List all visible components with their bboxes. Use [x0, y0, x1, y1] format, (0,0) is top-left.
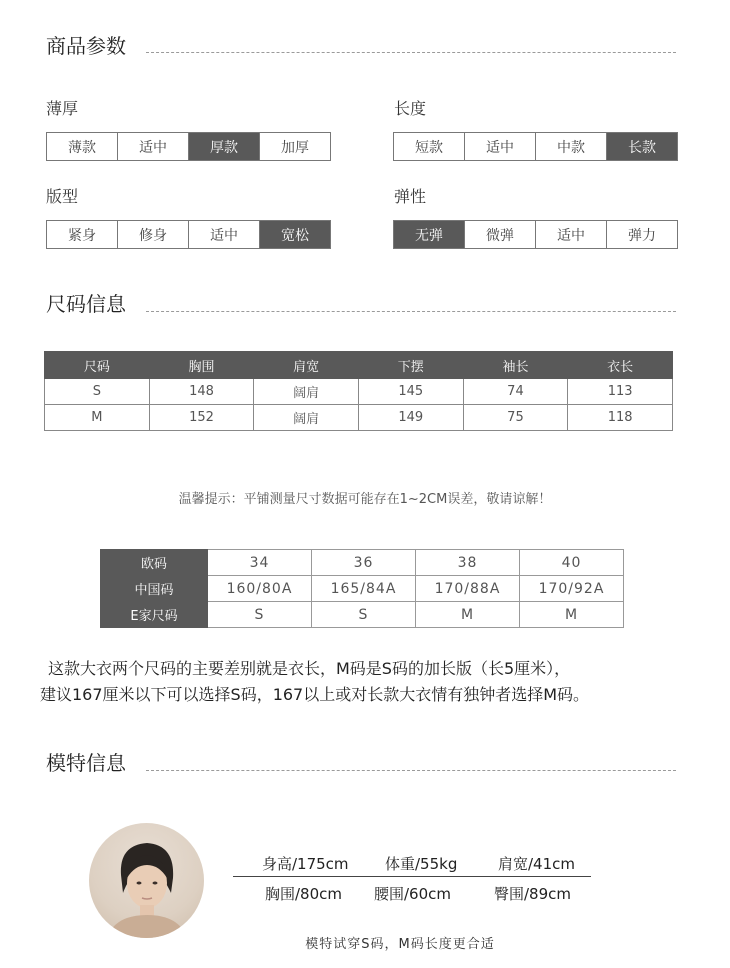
size-table-header-cell: 衣长	[568, 352, 673, 379]
thickness-options	[46, 132, 331, 161]
conversion-cell: 36	[312, 550, 416, 576]
conversion-cell: S	[208, 602, 312, 628]
thickness-option: 适中	[118, 133, 189, 160]
length-option: 适中	[465, 133, 536, 160]
model-section-title: 模特信息	[46, 751, 126, 775]
conversion-cell: 40	[520, 550, 624, 576]
length-options	[393, 132, 678, 161]
size-conversion-table	[100, 549, 624, 628]
size-note-line2: 建议167厘米以下可以选择S码，167以上或对长款大衣情有独钟者选择M码。	[40, 685, 590, 704]
table-row	[45, 405, 673, 431]
table-row	[101, 550, 624, 576]
conversion-cell: 170/88A	[416, 576, 520, 602]
table-row	[101, 576, 624, 602]
elasticity-option: 适中	[536, 221, 607, 248]
fit-option: 修身	[118, 221, 189, 248]
elasticity-label: 弹性	[394, 187, 427, 206]
fit-label: 版型	[46, 187, 79, 206]
size-table-header-cell: 下摆	[358, 352, 463, 379]
elasticity-options	[393, 220, 678, 249]
model-hip: 臀围/89cm	[494, 885, 571, 903]
size-table-cell: 阔肩	[254, 379, 359, 405]
model-weight: 体重/55kg	[385, 855, 458, 873]
measurement-tip: 温馨提示：平铺测量尺寸数据可能存在1~2CM误差，敬请谅解！	[178, 492, 552, 507]
length-option: 长款	[607, 133, 677, 160]
section-divider	[146, 311, 676, 312]
length-option: 中款	[536, 133, 607, 160]
elasticity-option: 微弹	[465, 221, 536, 248]
measurement-divider	[233, 876, 591, 877]
conversion-cell: 38	[416, 550, 520, 576]
thickness-option: 薄款	[47, 133, 118, 160]
fit-option: 宽松	[260, 221, 330, 248]
conversion-cell: S	[312, 602, 416, 628]
length-label: 长度	[394, 99, 427, 118]
size-table	[44, 351, 673, 431]
fit-option: 适中	[189, 221, 260, 248]
size-table-header-cell: 尺码	[45, 352, 150, 379]
conversion-cell: M	[416, 602, 520, 628]
size-table-cell: 148	[149, 379, 254, 405]
size-section-title: 尺码信息	[46, 292, 126, 316]
size-table-header	[45, 352, 673, 379]
size-table-header-cell: 胸围	[149, 352, 254, 379]
conversion-row-label: 中国码	[101, 576, 208, 602]
size-table-cell: 152	[149, 405, 254, 431]
length-option: 短款	[394, 133, 465, 160]
thickness-label: 薄厚	[46, 99, 79, 118]
conversion-cell: 160/80A	[208, 576, 312, 602]
model-waist: 腰围/60cm	[374, 885, 451, 903]
size-table-cell: S	[45, 379, 150, 405]
table-row	[45, 379, 673, 405]
conversion-row-label: 欧码	[101, 550, 208, 576]
conversion-cell: 34	[208, 550, 312, 576]
model-shoulder: 肩宽/41cm	[498, 855, 575, 873]
size-table-cell: 阔肩	[254, 405, 359, 431]
size-table-cell: 74	[463, 379, 568, 405]
table-row	[101, 602, 624, 628]
size-table-cell: M	[45, 405, 150, 431]
fit-options	[46, 220, 331, 249]
params-section-title: 商品参数	[46, 34, 126, 58]
conversion-cell: 170/92A	[520, 576, 624, 602]
section-divider	[146, 52, 676, 53]
thickness-option: 加厚	[281, 139, 309, 156]
conversion-row-label: E家尺码	[101, 602, 208, 628]
model-height: 身高/175cm	[262, 855, 349, 873]
size-table-header-cell: 肩宽	[254, 352, 359, 379]
size-note-line1: 这款大衣两个尺码的主要差别就是衣长，M码是S码的加长版（长5厘米），	[48, 659, 571, 678]
section-divider	[146, 770, 676, 771]
size-table-cell: 145	[358, 379, 463, 405]
elasticity-option: 无弹	[394, 221, 465, 248]
elasticity-option: 弹力	[628, 227, 656, 244]
size-table-cell: 113	[568, 379, 673, 405]
fit-option: 紧身	[47, 221, 118, 248]
model-bust: 胸围/80cm	[265, 885, 342, 903]
size-table-header-cell: 袖长	[463, 352, 568, 379]
model-fit-note: 模特试穿S码，M码长度更合适	[305, 937, 495, 952]
conversion-cell: 165/84A	[312, 576, 416, 602]
conversion-cell: M	[520, 602, 624, 628]
model-photo	[89, 823, 204, 938]
size-table-cell: 149	[358, 405, 463, 431]
size-table-cell: 75	[463, 405, 568, 431]
size-table-cell: 118	[568, 405, 673, 431]
thickness-option: 厚款	[189, 133, 260, 160]
